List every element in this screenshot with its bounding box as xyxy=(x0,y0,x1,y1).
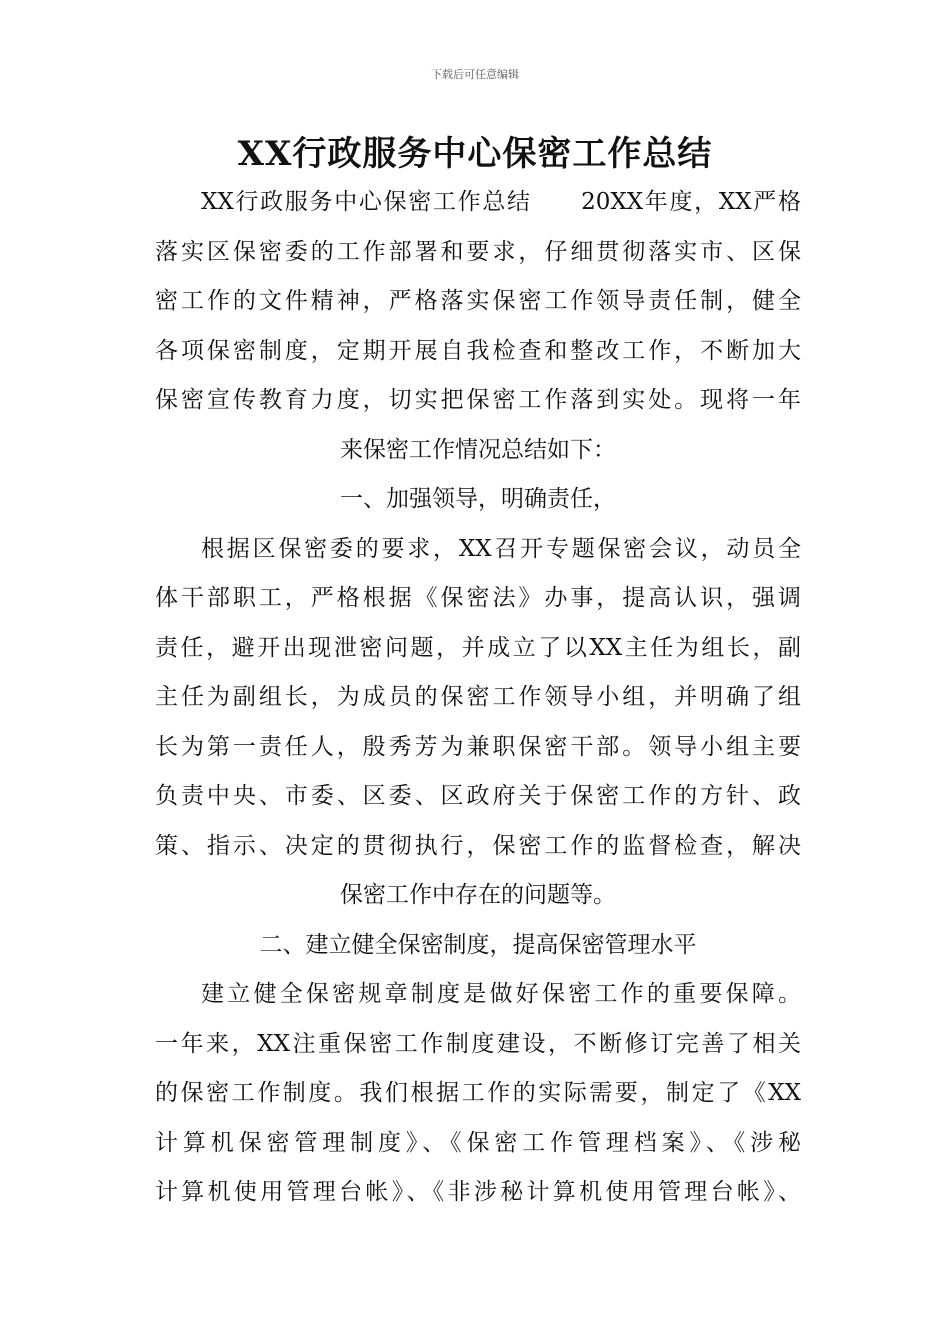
body-line: 一年来，XX注重保密工作制度建设，不断修订完善了相关 xyxy=(155,1030,801,1057)
body-line: 建立健全保密规章制度是做好保密工作的重要保障。 xyxy=(201,981,801,1007)
body-line: XX行政服务中心保密工作总结 20XX年度，XX严格 xyxy=(201,189,801,215)
document-title: XX行政服务中心保密工作总结 xyxy=(237,134,713,174)
body-line: 来保密工作情况总结如下： xyxy=(340,436,616,463)
document-body xyxy=(155,178,801,1218)
body-line: 保密工作中存在的问题等。 xyxy=(340,882,616,908)
body-line: 策、指示、决定的贯彻执行，保密工作的监督检查，解决 xyxy=(155,832,801,859)
body-line: 保密宣传教育力度，切实把保密工作落到实处。现将一年 xyxy=(155,387,801,413)
body-line: 落实区保密委的工作部署和要求，仔细贯彻落实市、区保 xyxy=(155,238,801,265)
body-line: 根据区保密委的要求，XX召开专题保密会议，动员全 xyxy=(201,535,801,562)
body-line: 计算机使用管理台帐》、《非涉秘计算机使用管理台帐》、 xyxy=(155,1179,801,1205)
body-line: 的保密工作制度。我们根据工作的实际需要，制定了《XX xyxy=(155,1080,801,1106)
body-line: 长为第一责任人，殷秀芳为兼职保密干部。领导小组主要 xyxy=(155,733,801,760)
body-line: 计算机保密管理制度》、《保密工作管理档案》、《涉秘 xyxy=(155,1129,801,1156)
body-line: 密工作的文件精神，严格落实保密工作领导责任制，健全 xyxy=(155,288,801,314)
section-heading-1: 一、加强领导，明确责任， xyxy=(340,486,616,512)
body-line: 主任为副组长，为成员的保密工作领导小组，并明确了组 xyxy=(155,684,801,710)
body-line: 体干部职工，严格根据《保密法》办事，提高认识，强调 xyxy=(155,585,801,611)
section-heading-2: 二、建立健全保密制度，提高保密管理水平 xyxy=(259,931,697,958)
header-note: 下载后可任意编辑 xyxy=(431,68,519,81)
body-line: 负责中央、市委、区委、区政府关于保密工作的方针、政 xyxy=(155,783,801,809)
body-line: 责任，避开出现泄密问题，并成立了以XX主任为组长，副 xyxy=(155,634,801,661)
body-line: 各项保密制度，定期开展自我检查和整改工作，不断加大 xyxy=(155,337,801,364)
